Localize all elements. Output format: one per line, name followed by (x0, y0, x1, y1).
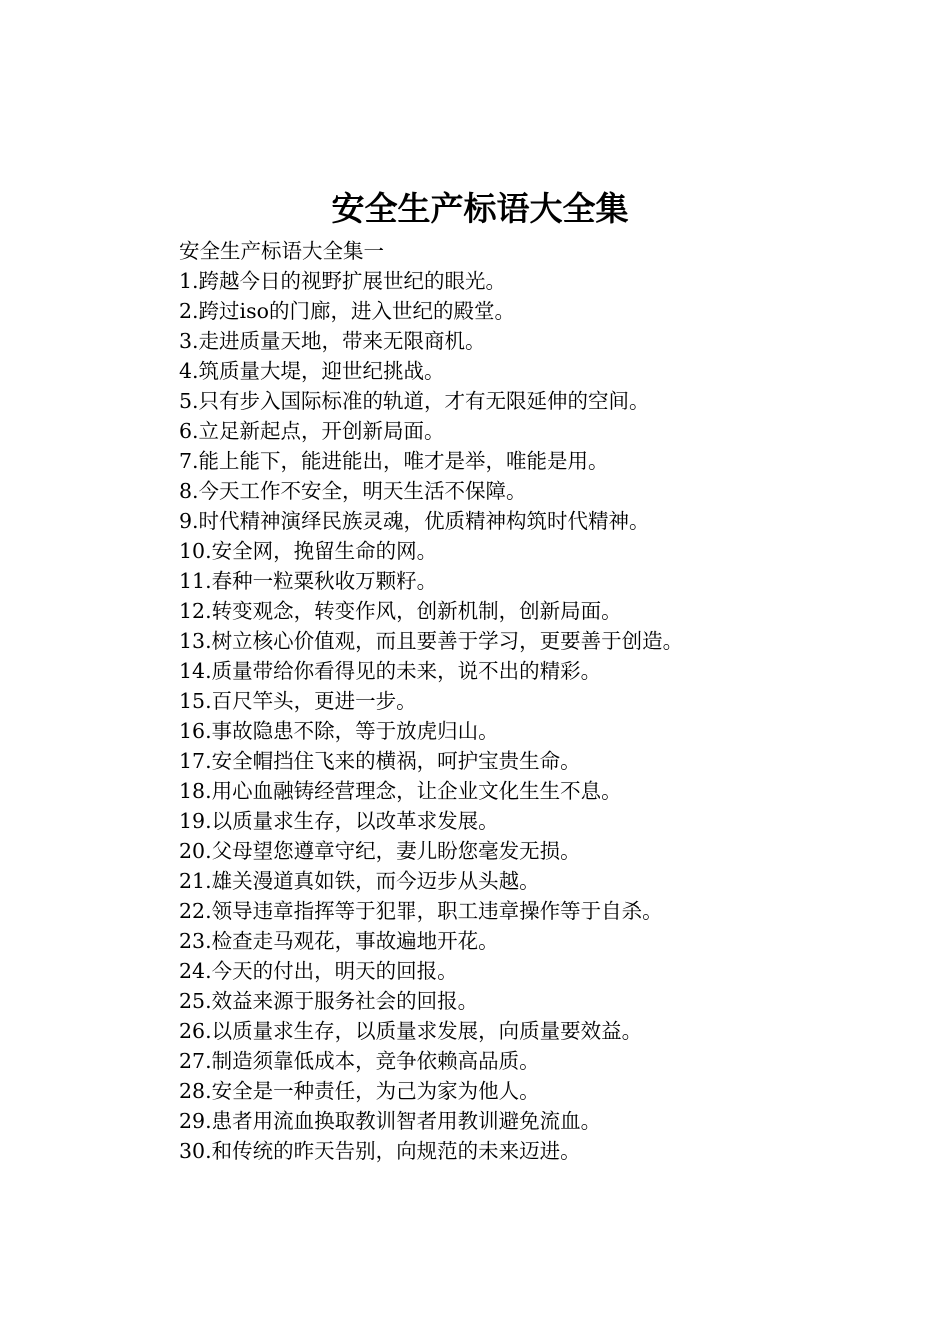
list-item: 14.质量带给你看得见的未来，说不出的精彩。 (179, 659, 602, 683)
list-item: 5.只有步入国际标准的轨道，才有无限延伸的空间。 (179, 389, 650, 413)
list-item: 18.用心血融铸经营理念，让企业文化生生不息。 (179, 779, 622, 803)
list-item: 12.转变观念，转变作风，创新机制，创新局面。 (179, 599, 622, 623)
document-body (179, 236, 939, 1166)
list-item: 11.春种一粒粟秋收万颗籽。 (179, 569, 438, 593)
list-item: 29.患者用流血换取教训智者用教训避免流血。 (179, 1109, 602, 1133)
list-item: 20.父母望您遵章守纪，妻儿盼您毫发无损。 (179, 839, 581, 863)
list-item: 22.领导违章指挥等于犯罪，职工违章操作等于自杀。 (179, 899, 663, 923)
list-item: 4.筑质量大堤，迎世纪挑战。 (179, 359, 445, 383)
document-title: 安全生产标语大全集 (331, 189, 629, 228)
list-item: 10.安全网，挽留生命的网。 (179, 539, 438, 563)
list-item: 7.能上能下，能进能出，唯才是举，唯能是用。 (179, 449, 609, 473)
list-item: 19.以质量求生存，以改革求发展。 (179, 809, 499, 833)
list-item: 3.走进质量天地，带来无限商机。 (179, 329, 486, 353)
list-item: 15.百尺竿头，更进一步。 (179, 689, 417, 713)
list-item: 30.和传统的昨天告别，向规范的未来迈进。 (179, 1139, 581, 1163)
list-item: 17.安全帽挡住飞来的横祸，呵护宝贵生命。 (179, 749, 581, 773)
list-item: 9.时代精神演绎民族灵魂，优质精神构筑时代精神。 (179, 509, 650, 533)
list-item: 23.检查走马观花，事故遍地开花。 (179, 929, 499, 953)
list-item: 8.今天工作不安全，明天生活不保障。 (179, 479, 527, 503)
list-item: 26.以质量求生存，以质量求发展，向质量要效益。 (179, 1019, 643, 1043)
list-item: 2.跨过iso的门廊，进入世纪的殿堂。 (179, 299, 515, 323)
list-item: 13.树立核心价值观，而且要善于学习，更要善于创造。 (179, 629, 684, 653)
list-item: 28.安全是一种责任，为己为家为他人。 (179, 1079, 540, 1103)
list-item: 21.雄关漫道真如铁，而今迈步从头越。 (179, 869, 540, 893)
list-item: 1.跨越今日的视野扩展世纪的眼光。 (179, 269, 507, 293)
section-heading: 安全生产标语大全集一 (179, 239, 384, 263)
list-item: 6.立足新起点，开创新局面。 (179, 419, 445, 443)
list-item: 27.制造须靠低成本，竞争依赖高品质。 (179, 1049, 540, 1073)
list-item: 25.效益来源于服务社会的回报。 (179, 989, 479, 1013)
list-item: 16.事故隐患不除，等于放虎归山。 (179, 719, 499, 743)
list-item: 24.今天的付出，明天的回报。 (179, 959, 458, 983)
